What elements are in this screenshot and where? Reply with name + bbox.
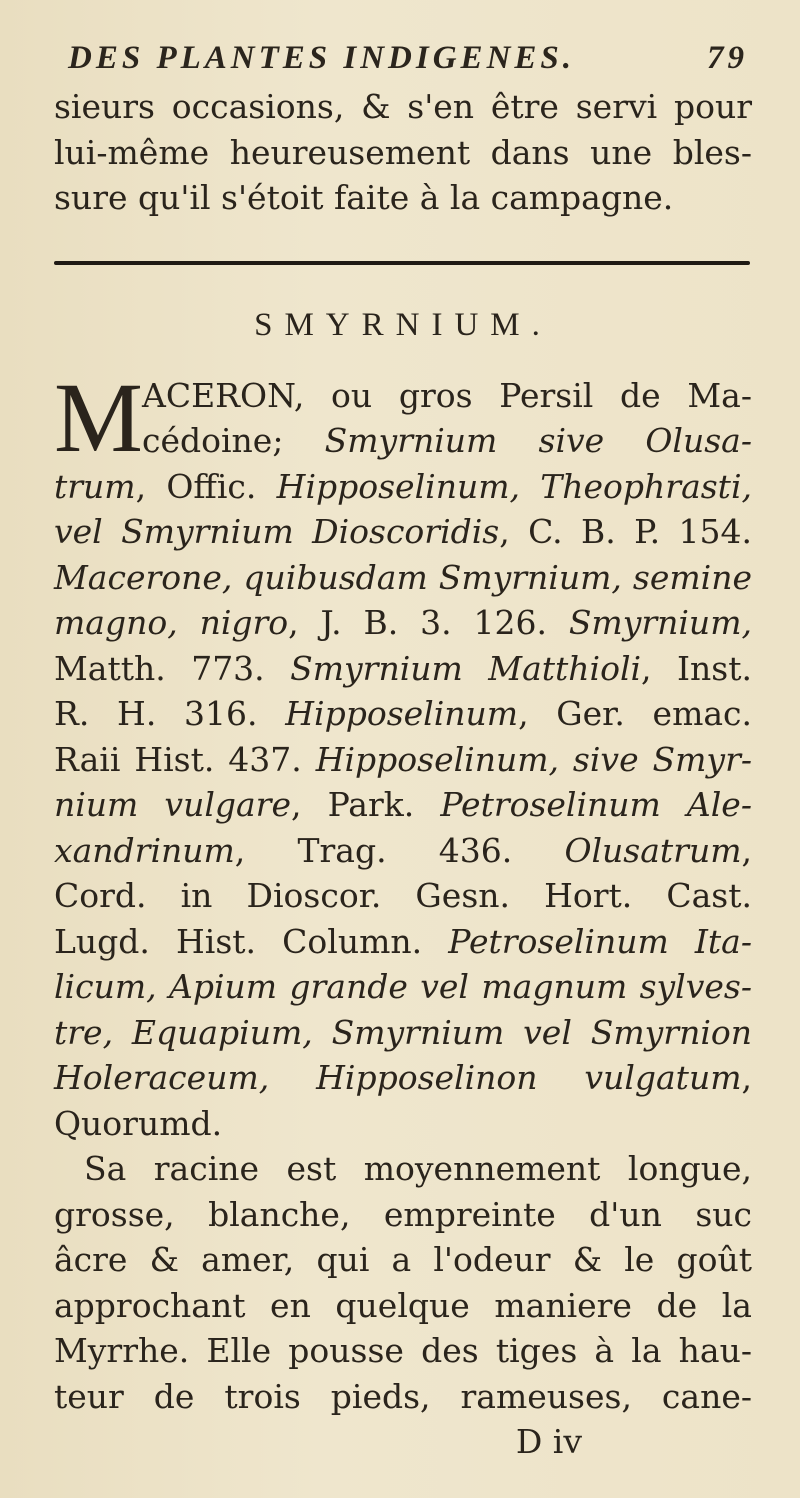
text-line: cédoine; Smyrnium sive Olusa-	[142, 421, 752, 460]
text-line: âcre & amer, qui a l'odeur & le goût	[54, 1240, 752, 1279]
header-title: DES PLANTES INDIGENES.	[68, 40, 576, 76]
text-line: magno, nigro, J. B. 3. 126. Smyrnium,	[54, 603, 752, 642]
text-line: Myrrhe. Elle pousse des tiges à la hau-	[54, 1331, 752, 1370]
drop-cap: M	[54, 361, 143, 473]
text-line: teur de trois pieds, rameuses, cane-	[54, 1376, 752, 1416]
text-line: tre, Equapium, Smyrnium vel Smyrnion	[54, 1012, 752, 1052]
text-line: vel Smyrnium Dioscoridis, C. B. P. 154.	[54, 512, 752, 551]
running-header	[54, 40, 752, 84]
text-line: Sa racine est moyennement longue,	[84, 1149, 752, 1188]
signature-mark: D iv	[515, 1422, 582, 1461]
page-number: 79	[707, 40, 748, 76]
text-line: R. H. 316. Hipposelinum, Ger. emac.	[54, 694, 753, 733]
text-line: Matth. 773. Smyrnium Matthioli, Inst.	[54, 648, 752, 688]
text-line: sure qu'il s'étoit faite à la campagne.	[54, 178, 674, 217]
text-line: Holeraceum, Hipposelinon vulgatum,	[54, 1058, 752, 1097]
section-divider	[54, 261, 750, 265]
text-line: Lugd. Hist. Column. Petroselinum Ita-	[54, 921, 752, 961]
text-line: ACERON, ou gros Persil de Ma-	[142, 375, 752, 415]
text-line: approchant en quelque maniere de la	[54, 1285, 752, 1325]
section-title: SMYRNIUM.	[254, 306, 552, 343]
text-line: Quorumd.	[54, 1103, 223, 1143]
synonymy-paragraph	[54, 361, 753, 1147]
intro-paragraph	[54, 84, 752, 221]
text-line: xandrinum, Trag. 436. Olusatrum,	[54, 830, 752, 870]
text-line: lui-même heureusement dans une bles-	[54, 132, 752, 172]
text-line: sieurs occasions, & s'en être servi pour	[54, 87, 752, 126]
text-line: Raii Hist. 437. Hipposelinum, sive Smyr-	[54, 739, 752, 779]
text-line: licum, Apium grande vel magnum sylves-	[54, 967, 752, 1006]
text-line: grosse, blanche, empreinte d'un suc	[54, 1194, 752, 1234]
text-line: Macerone, quibusdam Smyrnium, semine	[54, 557, 752, 597]
text-line: Cord. in Dioscor. Gesn. Hort. Cast.	[54, 876, 752, 915]
text-line: trum, Offic. Hipposelinum, Theophrasti,	[54, 466, 752, 506]
description-paragraph	[54, 1146, 752, 1419]
text-line: nium vulgare, Park. Petroselinum Ale-	[54, 785, 752, 824]
